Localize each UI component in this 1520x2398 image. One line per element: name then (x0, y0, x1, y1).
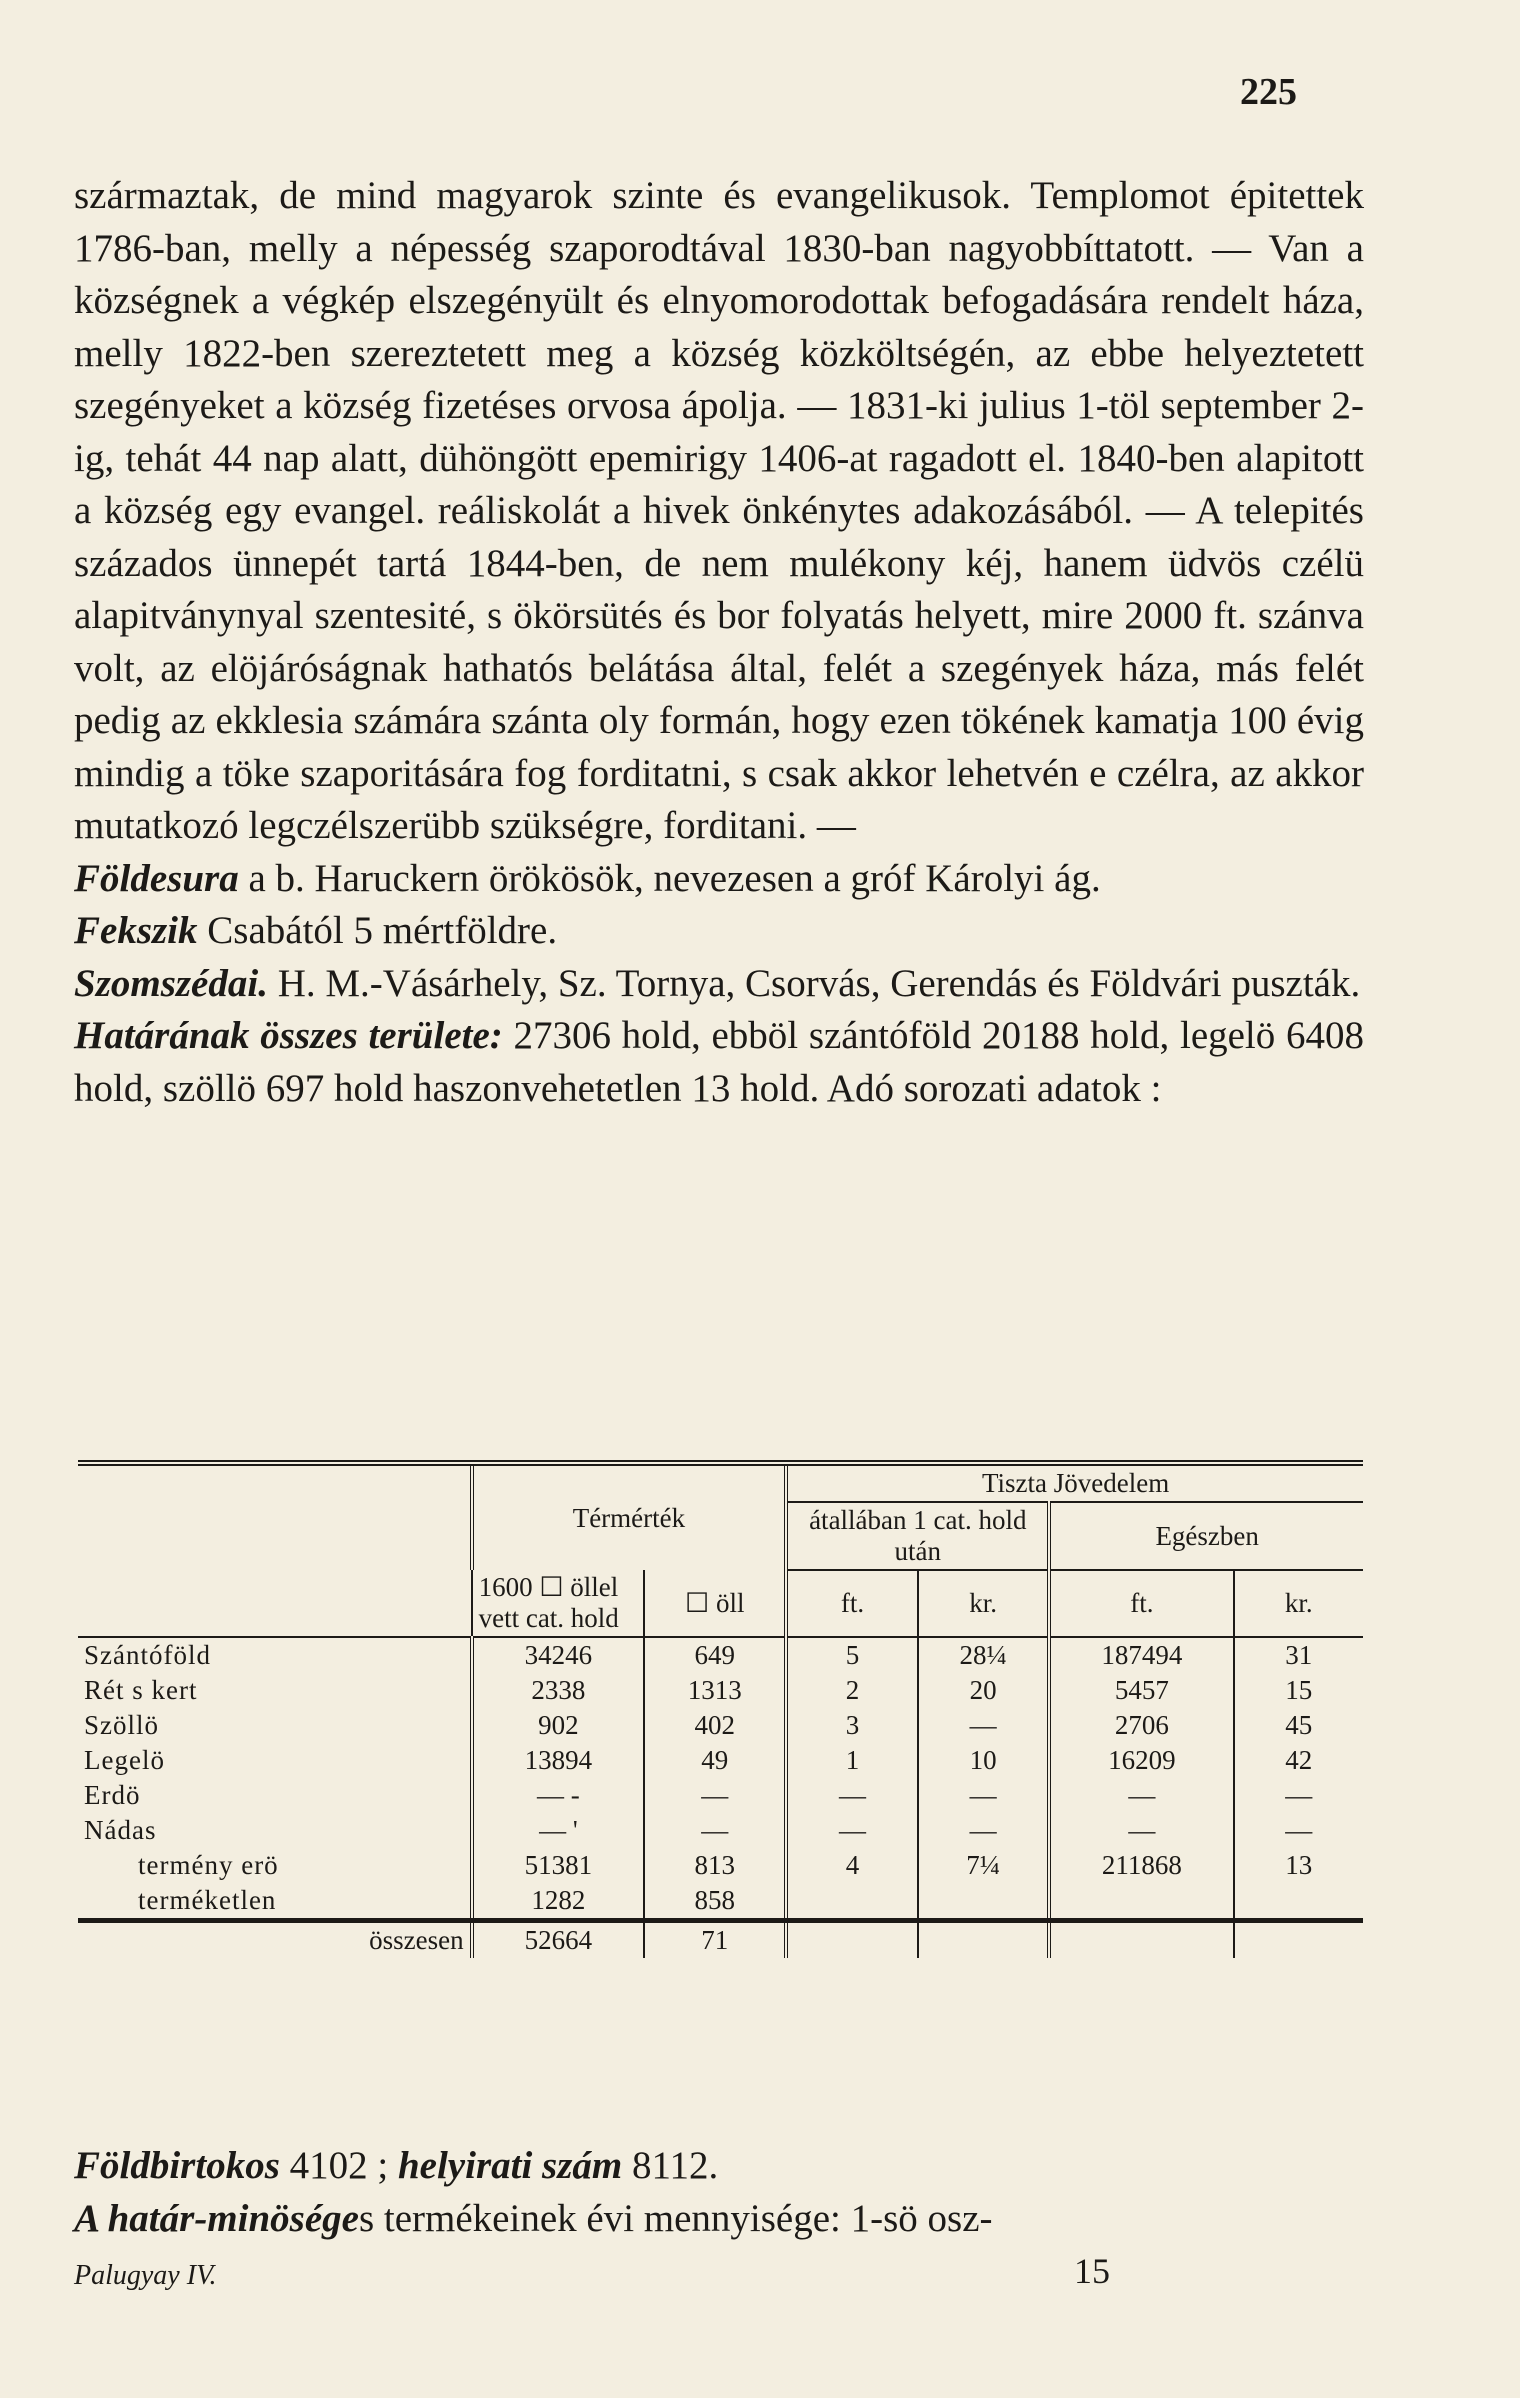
cell-c4: — (918, 1708, 1050, 1743)
cell-c4 (918, 1883, 1050, 1921)
cell-label: Nádas (84, 1815, 157, 1845)
minoseg-label: A határ-minösége (74, 2196, 359, 2240)
table-row (78, 1743, 1363, 1778)
table-row (78, 1637, 1363, 1673)
cell-c4: — (918, 1778, 1050, 1813)
header-egeszben: Egészben (1049, 1502, 1363, 1570)
szomszedai-text: H. M.-Vásárhely, Sz. Tornya, Csorvás, Gerendás és Földvári puszták. (267, 961, 1361, 1005)
cell-c4: — (918, 1813, 1050, 1848)
cell-label: Erdö (84, 1780, 141, 1810)
cell-c3: 5 (786, 1637, 918, 1673)
cell-c4: 20 (918, 1673, 1050, 1708)
foldbirtokos-label: Földbirtokos (74, 2144, 280, 2187)
cell-c2: — (644, 1813, 786, 1848)
cell-c6 (1234, 1883, 1363, 1921)
cell-c2: 858 (644, 1883, 786, 1921)
sub-kr2: kr. (1234, 1570, 1363, 1637)
cell-c2: 813 (644, 1848, 786, 1883)
paragraph-hatar (74, 1010, 1364, 1115)
szomszedai-label: Szomszédai. (74, 961, 268, 1005)
cell-c4: 10 (918, 1743, 1050, 1778)
total-c2: 71 (644, 1921, 786, 1959)
paragraph-foldesura (74, 853, 1364, 906)
header-atallaban: átallában 1 cat. hold után (786, 1502, 1049, 1570)
hatar-label: Határának összes területe: (74, 1014, 503, 1057)
fekszik-label: Fekszik (74, 909, 198, 952)
cell-c6: — (1234, 1813, 1363, 1848)
cell-c5 (1049, 1883, 1233, 1921)
cell-c2: — (644, 1778, 786, 1813)
cell-c5: 211868 (1049, 1848, 1233, 1883)
cell-c1: 1282 (472, 1883, 645, 1921)
cell-c6: 15 (1234, 1673, 1363, 1708)
page-number: 225 (1240, 71, 1297, 113)
cell-c6: 31 (1234, 1637, 1363, 1673)
cell-c3: — (786, 1778, 918, 1813)
sub-ft: ft. (786, 1570, 918, 1637)
total-label: összesen (369, 1925, 464, 1955)
minoseg-text: s termékeinek évi mennyisége: 1-sö osz- (358, 2196, 993, 2240)
cell-c5: 16209 (1049, 1743, 1233, 1778)
helyirati-label: helyirati szám (388, 2144, 623, 2187)
table-row (78, 1778, 1363, 1813)
cell-c3: 4 (786, 1848, 918, 1883)
cell-c1: 51381 (472, 1848, 645, 1883)
cell-c1: 902 (472, 1708, 645, 1743)
body-text (74, 170, 1364, 1115)
table-row (78, 1673, 1363, 1708)
paragraph-fekszik (74, 905, 1364, 958)
cell-c2: 649 (644, 1637, 786, 1673)
signature-right: 15 (1074, 2251, 1110, 2291)
cell-c1: 2338 (472, 1673, 645, 1708)
cell-label: terméketlen (138, 1885, 277, 1915)
cell-label: Rét s kert (84, 1675, 198, 1705)
cell-c5: 2706 (1049, 1708, 1233, 1743)
cell-label: Szántóföld (84, 1640, 211, 1670)
cell-c5: 187494 (1049, 1637, 1233, 1673)
sub-1600: 1600 ☐ öllel vett cat. hold (472, 1570, 645, 1637)
tax-table (78, 1460, 1363, 1958)
table-row (78, 1883, 1363, 1921)
paragraph-main: származtak, de mind magyarok szinte és evangelikusok. Templomot épitettek 1786-ban, melly a népesség szaporodtával 1830-ban nagyobbíttatott. — Van a községnek a végkép elszegényült és elnyomorodottak befogadására rendelt háza, melly 1822-ben szereztetett meg a község közköltségén, az ebbe helyeztetett szegényeket a község fizetéses orvosa ápolja. — 1831-ki julius 1-töl september 2-ig, tehát 44 nap alatt, dühöngött epemirigy 1406-at ragadott el. 1840-ben alapitott a község egy evangel. reáliskolát a hivek önkénytes adakozásából. — A telepités százados ünnepét tartá 1844-ben, de nem mulékony kéj, hanem üdvös czélü alapitványnyal szentesité, s ökörsütés és bor folyatás helyett, mire 2000 ft. szánva volt, az elöjáróságnak hathatós belátása által, felét a szegények háza, más felét pedig az ekklesia számára szánta oly formán, hogy ezen tökének kamatja 100 évig mindig a töke szaporitására fog forditatni, s csak akkor lehetvén e czélra, az akkor mutatkozó legczélszerübb szükségre, forditani. — (74, 174, 1364, 847)
cell-c3: 3 (786, 1708, 918, 1743)
cell-c2: 49 (644, 1743, 786, 1778)
table-corner-2 (78, 1570, 472, 1637)
cell-c1: — ' (472, 1813, 645, 1848)
footer-line-1 (74, 2140, 1364, 2193)
helyirati-value: 8112. (622, 2144, 719, 2187)
cell-c6: 42 (1234, 1743, 1363, 1778)
foldesura-text: a b. Haruckern örökösök, nevezesen a gróf Károlyi ág. (238, 856, 1101, 900)
foldbirtokos-value: 4102 ; (279, 2144, 389, 2187)
sub-oll: ☐ öll (644, 1570, 786, 1637)
cell-label: Szöllö (84, 1710, 160, 1740)
cell-c1: — - (472, 1778, 645, 1813)
cell-c3: — (786, 1813, 918, 1848)
sub-kr: kr. (918, 1570, 1050, 1637)
signature-line (74, 2251, 1174, 2292)
table-row (78, 1848, 1363, 1883)
cell-c4: 28¼ (918, 1637, 1050, 1673)
cell-c5: 5457 (1049, 1673, 1233, 1708)
footer-text (74, 2140, 1364, 2245)
fekszik-text: Csabától 5 mértföldre. (197, 909, 558, 952)
signature-left: Palugyay IV. (74, 2260, 217, 2291)
cell-c1: 13894 (472, 1743, 645, 1778)
table-row (78, 1708, 1363, 1743)
total-c1: 52664 (472, 1921, 645, 1959)
cell-c2: 1313 (644, 1673, 786, 1708)
table-row (78, 1813, 1363, 1848)
paragraph-szomszedai (74, 958, 1364, 1011)
cell-c3: 1 (786, 1743, 918, 1778)
hatar-text: 27306 hold, ebböl szántóföld 20188 hold, legelö 6408 hold, szöllö 697 hold haszonvehetetlen 13 hold. Adó sorozati adatok : (74, 1014, 1364, 1110)
cell-c4: 7¼ (918, 1848, 1050, 1883)
cell-label: Legelö (84, 1745, 165, 1775)
cell-c6: 13 (1234, 1848, 1363, 1883)
cell-c2: 402 (644, 1708, 786, 1743)
header-termertek: Térmérték (472, 1463, 787, 1570)
header-tiszta-jovedelem: Tiszta Jövedelem (786, 1463, 1363, 1502)
cell-c6: 45 (1234, 1708, 1363, 1743)
sub-ft2: ft. (1049, 1570, 1233, 1637)
footer-line-2 (74, 2193, 1364, 2246)
cell-c1: 34246 (472, 1637, 645, 1673)
table-corner (78, 1463, 472, 1570)
cell-label: termény erö (138, 1850, 279, 1880)
cell-c5: — (1049, 1778, 1233, 1813)
cell-c3 (786, 1883, 918, 1921)
cell-c6: — (1234, 1778, 1363, 1813)
cell-c3: 2 (786, 1673, 918, 1708)
cell-c5: — (1049, 1813, 1233, 1848)
foldesura-label: Földesura (74, 856, 239, 900)
